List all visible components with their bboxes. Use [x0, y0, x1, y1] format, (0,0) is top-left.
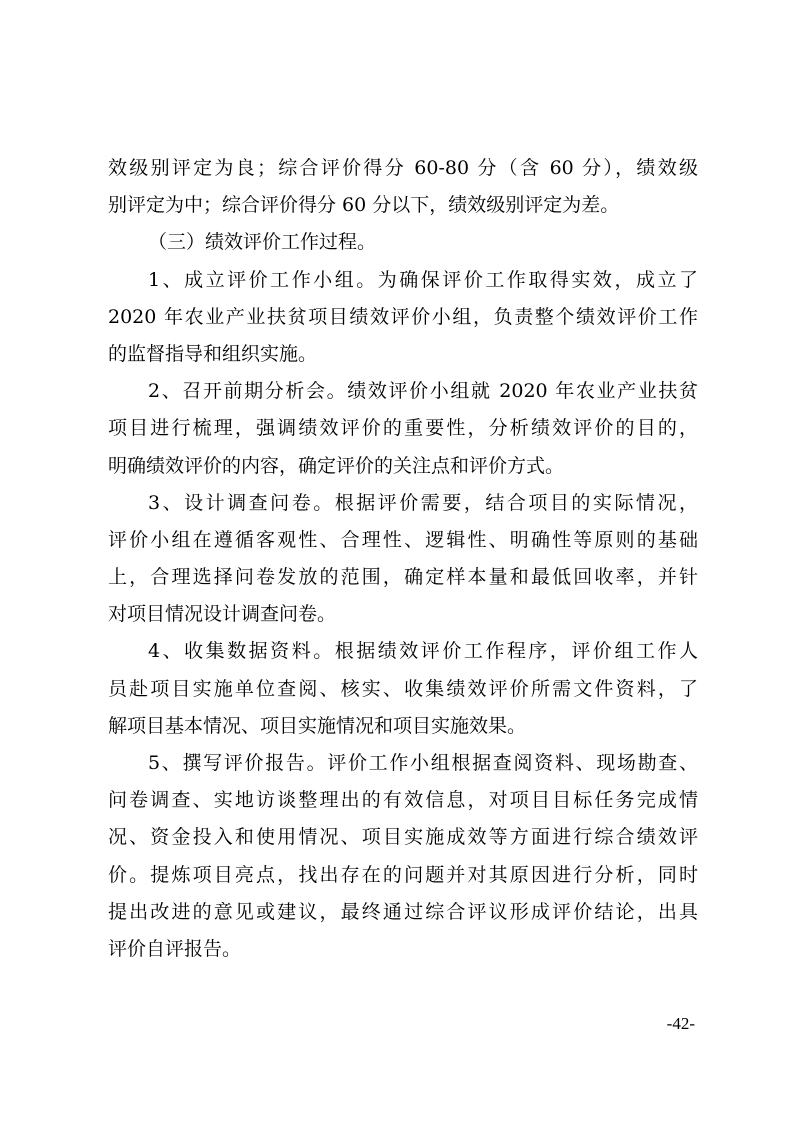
section-heading: （三）绩效评价工作过程。	[148, 231, 377, 254]
text-line: 解项目基本情况、项目实施情况和项目实施效果。	[108, 714, 527, 737]
text-line: 价。提炼项目亮点，找出存在的问题并对其原因进行分析，同时	[108, 863, 698, 886]
page-number: -42-	[666, 1014, 695, 1033]
text-line: 5、撰写评价报告。评价工作小组根据查阅资料、现场勘查、	[148, 752, 698, 774]
body-text	[108, 150, 698, 968]
text-line: 2、召开前期分析会。绩效评价小组就 2020 年农业产业扶贫	[148, 380, 698, 403]
text-line: 4、收集数据资料。根据绩效评价工作程序，评价组工作人	[148, 640, 698, 663]
text-line: 项目进行梳理，强调绩效评价的重要性，分析绩效评价的目的，	[108, 417, 698, 440]
text-line: 对项目情况设计调查问卷。	[108, 603, 337, 626]
text-line: 上，合理选择问卷发放的范围，确定样本量和最低回收率，并针	[108, 566, 698, 589]
text-line: 员赴项目实施单位查阅、核实、收集绩效评价所需文件资料，了	[108, 677, 698, 700]
text-line: 的监督指导和组织实施。	[108, 342, 318, 365]
text-line: 提出改进的意见或建议，最终通过综合评议形成评价结论，出具	[108, 900, 698, 923]
text-line: 评价小组在遵循客观性、合理性、逻辑性、明确性等原则的基础	[108, 528, 698, 551]
text-line: 效级别评定为良；综合评价得分 60-80 分（含 60 分），绩效级	[108, 157, 698, 179]
text-line: 评价自评报告。	[108, 937, 242, 960]
text-line: 别评定为中；综合评价得分 60 分以下，绩效级别评定为差。	[108, 194, 620, 217]
text-line: 3、设计调查问卷。根据评价需要，结合项目的实际情况，	[148, 491, 698, 514]
text-line: 2020 年农业产业扶贫项目绩效评价小组，负责整个绩效评价工作	[108, 305, 698, 328]
text-line: 问卷调查、实地访谈整理出的有效信息，对项目目标任务完成情	[108, 789, 698, 812]
text-line: 1、成立评价工作小组。为确保评价工作取得实效，成立了	[148, 268, 698, 291]
text-line: 明确绩效评价的内容，确定评价的关注点和评价方式。	[108, 454, 565, 477]
text-line: 况、资金投入和使用情况、项目实施成效等方面进行综合绩效评	[108, 826, 698, 849]
